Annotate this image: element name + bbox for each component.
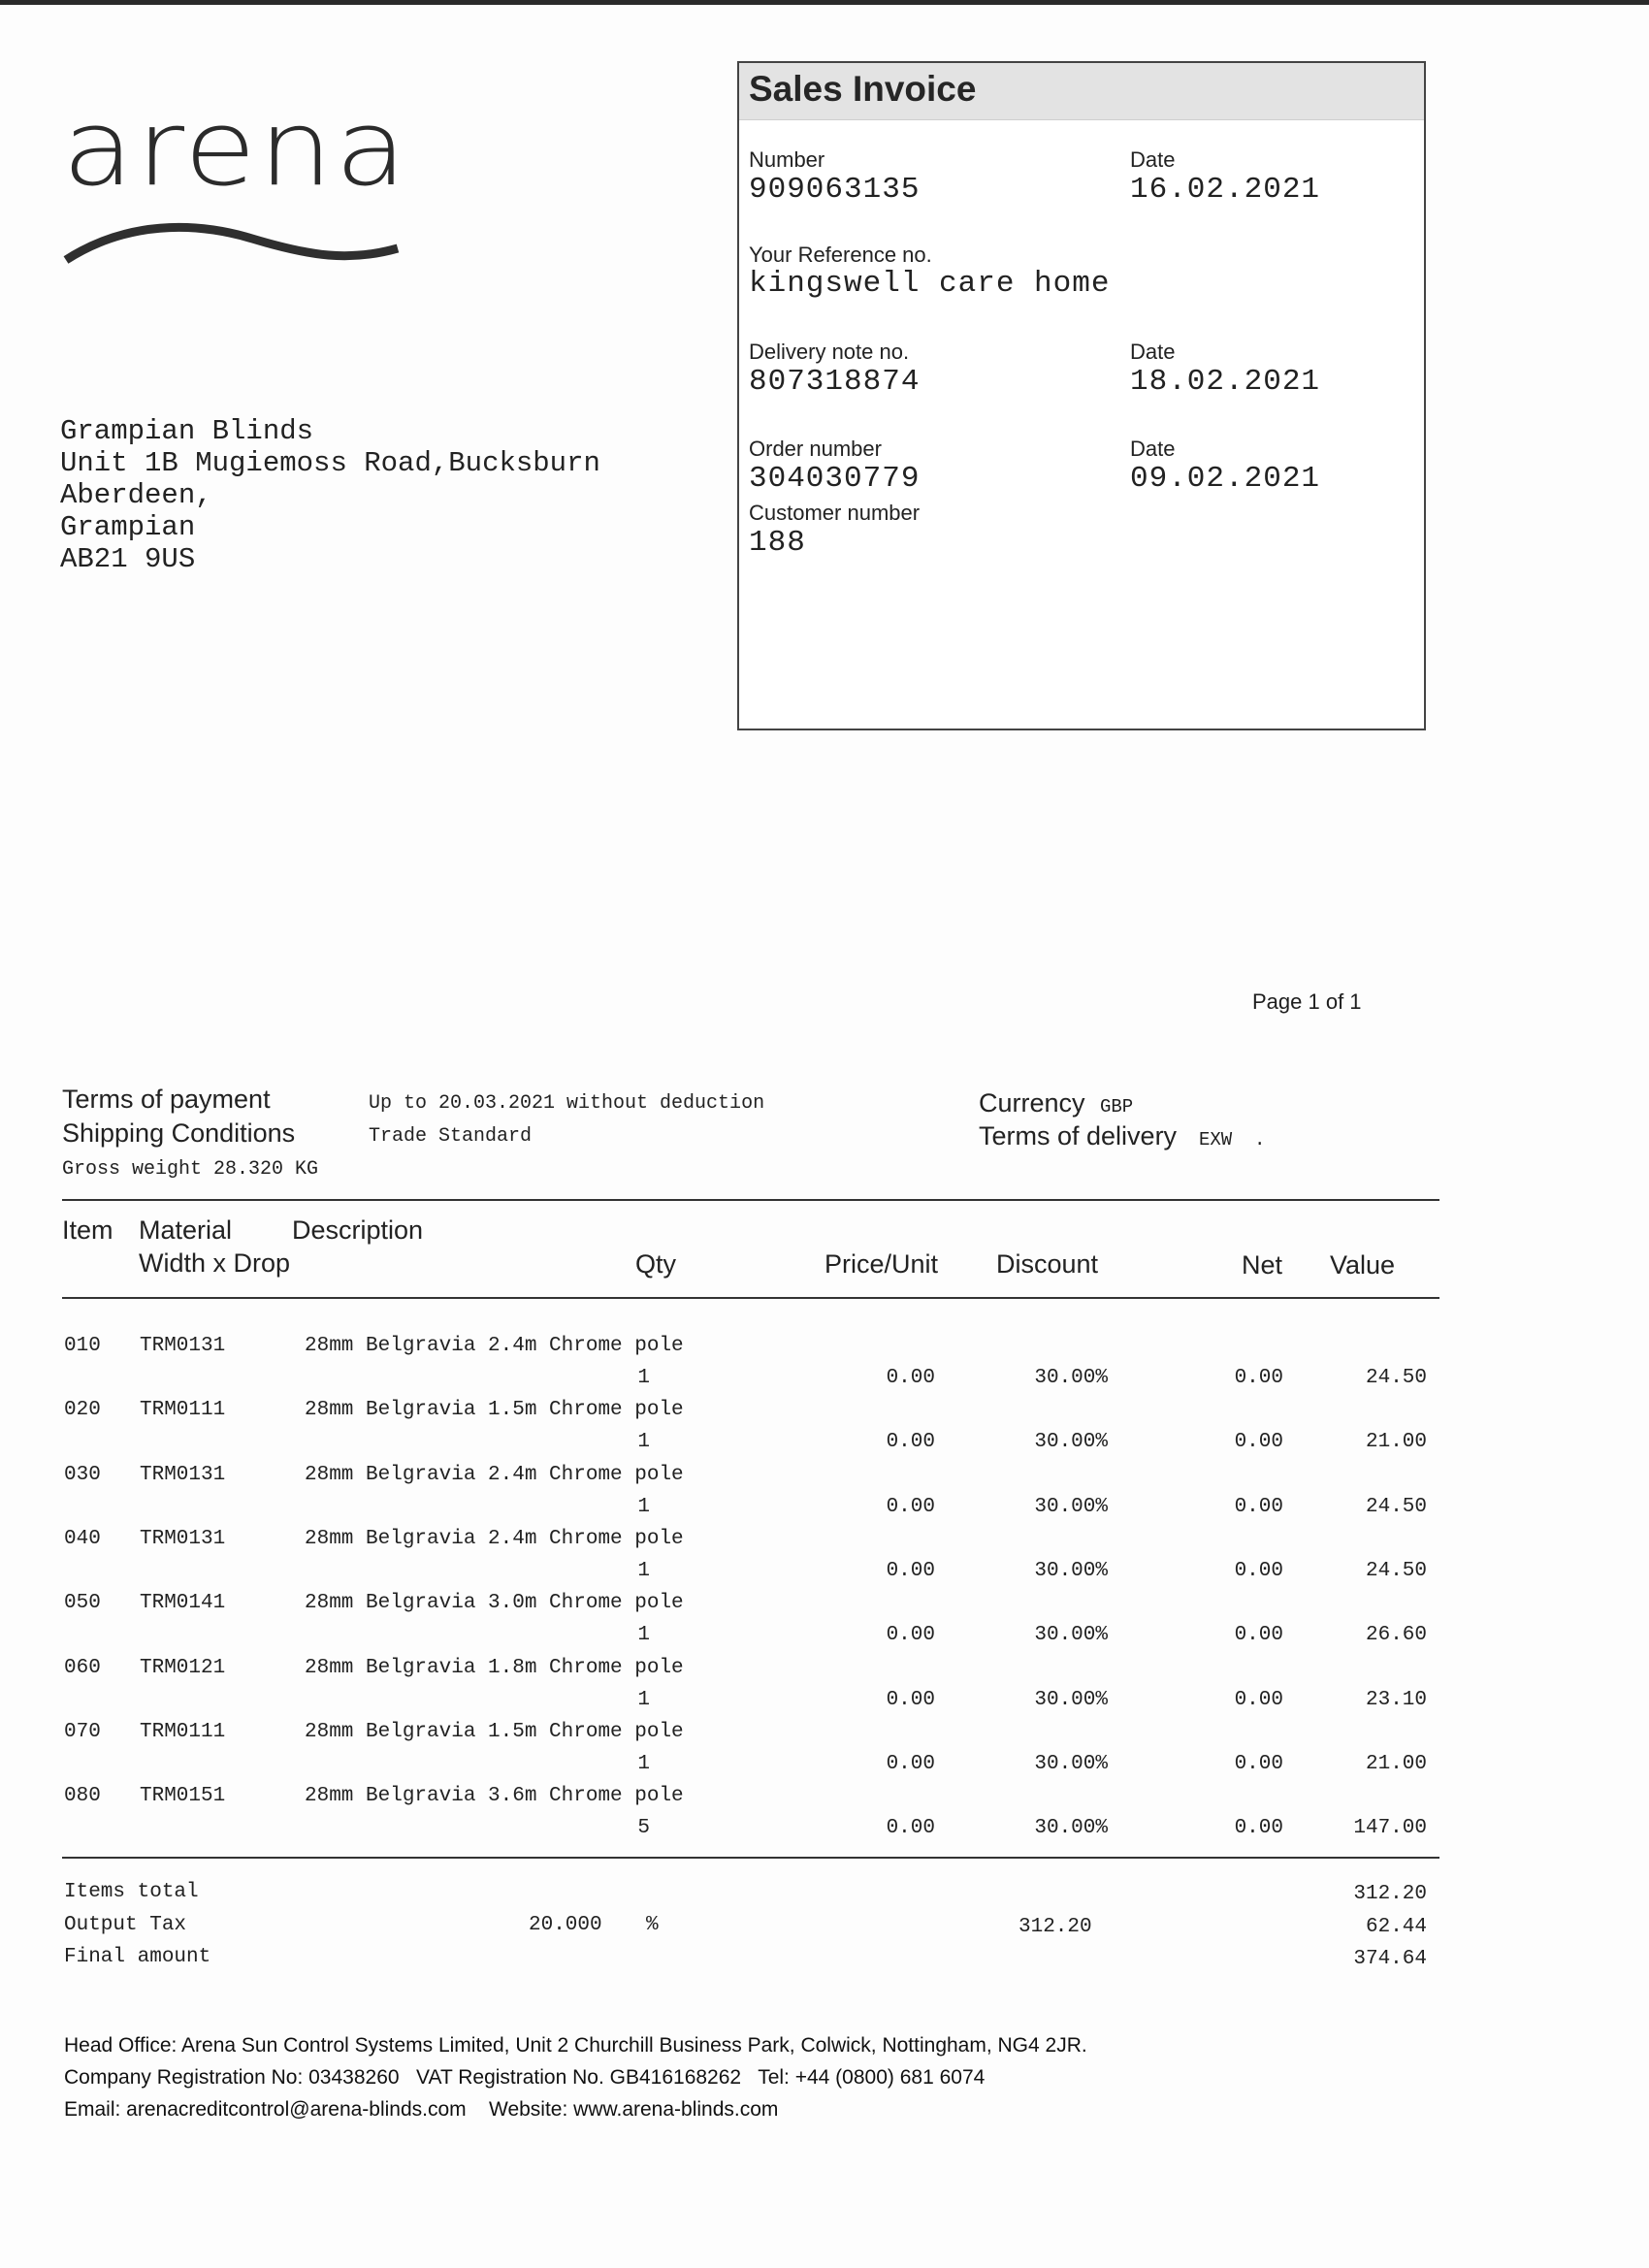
terms-of-payment-label: Terms of payment — [62, 1085, 271, 1114]
page-indicator: Page 1 of 1 — [1252, 989, 1362, 1014]
item-number: 010 — [64, 1335, 101, 1357]
item-number: 060 — [64, 1657, 101, 1679]
material-code: TRM0131 — [140, 1335, 226, 1357]
tax-rate: 20.000 — [529, 1914, 602, 1936]
invoice-details-box — [737, 61, 1426, 730]
item-qty: 1 — [637, 1367, 650, 1389]
tax-percent-sign: % — [646, 1914, 659, 1936]
order-number: 304030779 — [749, 462, 921, 496]
item-qty: 1 — [637, 1624, 650, 1646]
item-net: 0.00 — [1234, 1431, 1283, 1453]
table-header-rule — [62, 1297, 1439, 1299]
material-code: TRM0111 — [140, 1399, 226, 1421]
item-discount: 30.00% — [1034, 1560, 1108, 1582]
items-total-label: Items total — [64, 1881, 199, 1903]
address-line: Grampian Blinds — [60, 415, 314, 447]
col-header-width-drop: Width x Drop — [139, 1248, 291, 1278]
item-qty: 1 — [637, 1496, 650, 1518]
tax-amount: 62.44 — [1365, 1916, 1427, 1938]
item-value: 147.00 — [1353, 1817, 1427, 1839]
col-header-description: Description — [292, 1215, 424, 1245]
delivery-note-number: 807318874 — [749, 365, 921, 399]
currency-value: GBP — [1100, 1096, 1134, 1118]
scan-edge — [0, 0, 1649, 5]
table-bottom-rule — [62, 1857, 1439, 1859]
terms-of-delivery-label: Terms of delivery — [979, 1121, 1178, 1150]
address-line: Grampian — [60, 511, 196, 543]
col-header-material: Material — [139, 1215, 233, 1245]
item-number: 080 — [64, 1785, 101, 1807]
recipient-address — [60, 415, 600, 575]
item-description: 28mm Belgravia 2.4m Chrome pole — [305, 1464, 684, 1486]
item-value: 23.10 — [1365, 1689, 1427, 1711]
col-header-net: Net — [1242, 1250, 1283, 1280]
material-code: TRM0141 — [140, 1592, 226, 1614]
address-line: Aberdeen, — [60, 479, 212, 511]
item-value: 24.50 — [1365, 1496, 1427, 1518]
item-price-unit: 0.00 — [886, 1817, 935, 1839]
item-price-unit: 0.00 — [886, 1689, 935, 1711]
item-discount: 30.00% — [1034, 1431, 1108, 1453]
col-header-discount: Discount — [996, 1249, 1099, 1279]
final-amount-label: Final amount — [64, 1946, 211, 1968]
arena-logo — [58, 88, 409, 270]
item-net: 0.00 — [1234, 1817, 1283, 1839]
item-value: 24.50 — [1365, 1367, 1427, 1389]
footer-contact: Email: arenacreditcontrol@arena-blinds.com Website: www.arena-blinds.com — [64, 2098, 779, 2121]
item-description: 28mm Belgravia 2.4m Chrome pole — [305, 1335, 684, 1357]
item-qty: 1 — [637, 1753, 650, 1775]
item-description: 28mm Belgravia 2.4m Chrome pole — [305, 1528, 684, 1550]
footer-head-office: Head Office: Arena Sun Control Systems Limited, Unit 2 Churchill Business Park, Colwick, Nottingham, NG4 2JR. — [64, 2034, 1087, 2057]
item-price-unit: 0.00 — [886, 1753, 935, 1775]
order-number-label: Order number — [749, 437, 882, 461]
item-price-unit: 0.00 — [886, 1496, 935, 1518]
item-discount: 30.00% — [1034, 1689, 1108, 1711]
material-code: TRM0131 — [140, 1464, 226, 1486]
item-number: 040 — [64, 1528, 101, 1550]
item-value: 24.50 — [1365, 1560, 1427, 1582]
output-tax-label: Output Tax — [64, 1914, 187, 1936]
delivery-date: 18.02.2021 — [1130, 365, 1321, 399]
item-description: 28mm Belgravia 3.6m Chrome pole — [305, 1785, 684, 1807]
item-number: 020 — [64, 1399, 101, 1421]
item-qty: 1 — [637, 1431, 650, 1453]
item-discount: 30.00% — [1034, 1367, 1108, 1389]
item-description: 28mm Belgravia 1.5m Chrome pole — [305, 1721, 684, 1743]
material-code: TRM0151 — [140, 1785, 226, 1807]
number-label: Number — [749, 147, 825, 172]
logo-wordmark: arena — [62, 88, 409, 210]
reference-label: Your Reference no. — [749, 243, 932, 267]
currency-label: Currency — [979, 1088, 1085, 1118]
col-header-price-unit: Price/Unit — [824, 1249, 939, 1279]
invoice-date: 16.02.2021 — [1130, 173, 1321, 207]
item-number: 050 — [64, 1592, 101, 1614]
col-header-qty: Qty — [635, 1249, 677, 1279]
address-line: Unit 1B Mugiemoss Road,Bucksburn — [60, 447, 600, 479]
footer-registration: Company Registration No: 03438260 VAT Registration No. GB416168262 Tel: +44 (0800) 681 6074 — [64, 2066, 986, 2089]
item-number: 030 — [64, 1464, 101, 1486]
shipping-conditions-value: Trade Standard — [369, 1125, 533, 1148]
order-date-label: Date — [1130, 437, 1176, 461]
date-label: Date — [1130, 147, 1176, 172]
item-net: 0.00 — [1234, 1753, 1283, 1775]
item-description: 28mm Belgravia 1.8m Chrome pole — [305, 1657, 684, 1679]
item-description: 28mm Belgravia 3.0m Chrome pole — [305, 1592, 684, 1614]
table-top-rule — [62, 1199, 1439, 1201]
address-line: AB21 9US — [60, 543, 196, 575]
material-code: TRM0121 — [140, 1657, 226, 1679]
delivery-date-label: Date — [1130, 340, 1176, 364]
item-qty: 1 — [637, 1560, 650, 1582]
item-net: 0.00 — [1234, 1689, 1283, 1711]
material-code: TRM0131 — [140, 1528, 226, 1550]
item-net: 0.00 — [1234, 1624, 1283, 1646]
item-value: 26.60 — [1365, 1624, 1427, 1646]
item-price-unit: 0.00 — [886, 1624, 935, 1646]
terms-of-delivery-value: EXW . — [1199, 1129, 1266, 1150]
item-qty: 5 — [637, 1817, 650, 1839]
item-number: 070 — [64, 1721, 101, 1743]
col-header-value: Value — [1330, 1250, 1396, 1280]
item-discount: 30.00% — [1034, 1753, 1108, 1775]
item-discount: 30.00% — [1034, 1624, 1108, 1646]
item-discount: 30.00% — [1034, 1817, 1108, 1839]
delivery-note-label: Delivery note no. — [749, 340, 910, 364]
tax-base: 312.20 — [1018, 1916, 1092, 1938]
item-price-unit: 0.00 — [886, 1560, 935, 1582]
item-description: 28mm Belgravia 1.5m Chrome pole — [305, 1399, 684, 1421]
items-total-value: 312.20 — [1353, 1883, 1427, 1905]
item-net: 0.00 — [1234, 1560, 1283, 1582]
final-amount-value: 374.64 — [1353, 1948, 1427, 1970]
customer-number-label: Customer number — [749, 501, 921, 525]
shipping-conditions-label: Shipping Conditions — [62, 1118, 296, 1148]
reference-value: kingswell care home — [749, 267, 1111, 301]
customer-number: 188 — [749, 526, 806, 560]
item-value: 21.00 — [1365, 1431, 1427, 1453]
material-code: TRM0111 — [140, 1721, 226, 1743]
item-discount: 30.00% — [1034, 1496, 1108, 1518]
logo-wave-icon — [58, 202, 407, 270]
order-date: 09.02.2021 — [1130, 462, 1321, 496]
item-value: 21.00 — [1365, 1753, 1427, 1775]
item-net: 0.00 — [1234, 1367, 1283, 1389]
invoice-number: 909063135 — [749, 173, 921, 207]
invoice-title: Sales Invoice — [749, 69, 977, 109]
gross-weight: Gross weight 28.320 KG — [62, 1158, 319, 1181]
item-price-unit: 0.00 — [886, 1431, 935, 1453]
item-net: 0.00 — [1234, 1496, 1283, 1518]
col-header-item: Item — [62, 1215, 113, 1245]
terms-of-payment-value: Up to 20.03.2021 without deduction — [369, 1092, 765, 1115]
item-price-unit: 0.00 — [886, 1367, 935, 1389]
item-qty: 1 — [637, 1689, 650, 1711]
